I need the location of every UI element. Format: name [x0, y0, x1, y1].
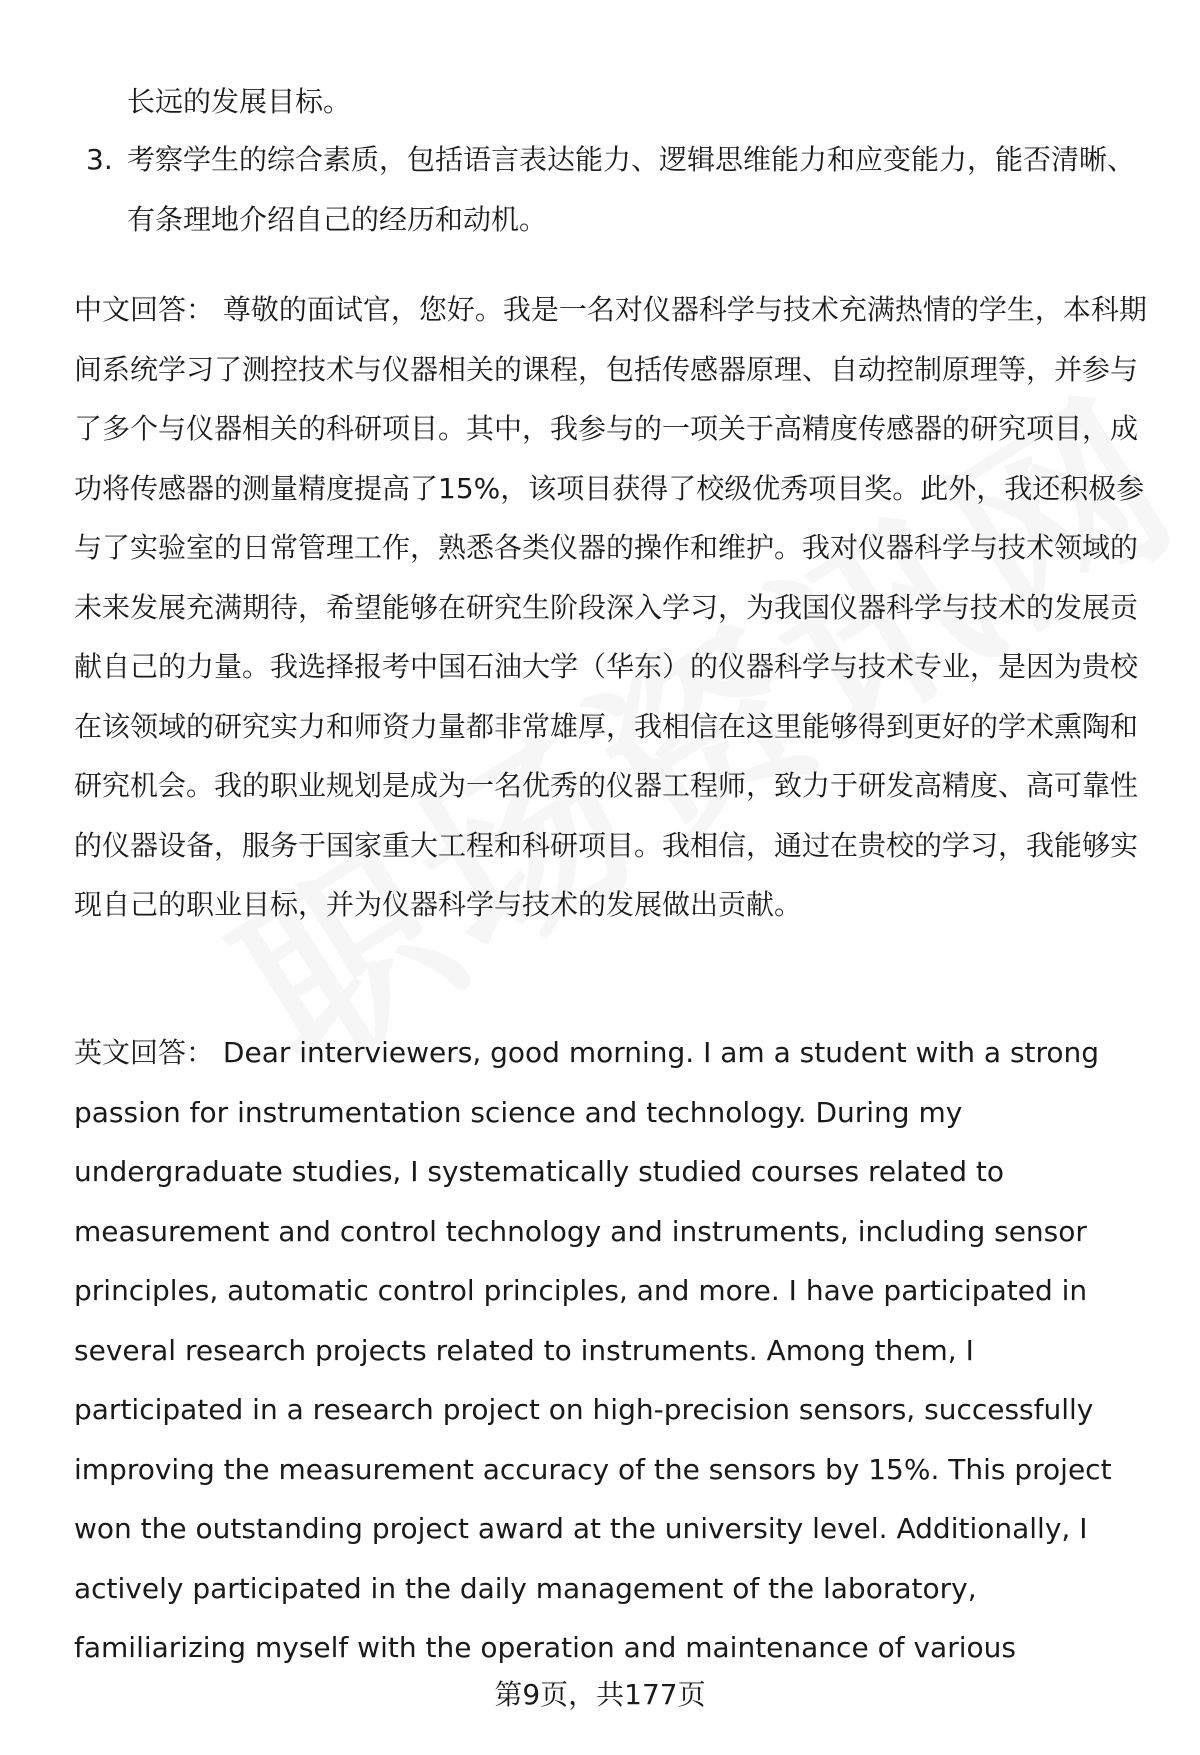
list-item — [86, 130, 1146, 250]
english-answer-paragraph — [74, 1023, 1144, 1678]
chinese-answer-paragraph — [74, 280, 1154, 935]
page-number: 第9页，共177页 — [494, 1678, 706, 1711]
list-item-text: 考察学生的综合素质，包括语言表达能力、逻辑思维能力和应变能力，能否清晰、有条理地介绍自己的经历和动机。 — [127, 143, 1136, 236]
chinese-answer-text: 尊敬的面试官，您好。我是一名对仪器科学与技术充满热情的学生，本科期间系统学习了测控技术与仪器相关的课程，包括传感器原理、自动控制原理等，并参与了多个与仪器相关的科研项目。其中，我参与的一项关于高精度传感器的研究项目，成功将传感器的测量精度提高了15%，该项目获得了校级优秀项目奖。此外，我还积极参与了实验室的日常管理工作，熟悉各类仪器的操作和维护。我对仪器科学与技术领域的未来发展充满期待，希望能够在研究生阶段深入学习，为我国仪器科学与技术的发展贡献自己的力量。我选择报考中国石油大学（华东）的仪器科学与技术专业，是因为贵校在该领域的研究实力和师资力量都非常雄厚，我相信在这里能够得到更好的学术熏陶和研究机会。我的职业规划是成为一名优秀的仪器工程师，致力于研发高精度、高可靠性的仪器设备，服务于国家重大工程和科研项目。我相信，通过在贵校的学习，我能够实现自己的职业目标，并为仪器科学与技术的发展做出贡献。 — [74, 293, 1147, 921]
page-footer — [0, 1670, 1200, 1720]
english-answer-label: 英文回答： — [74, 1036, 215, 1069]
chinese-answer-label: 中文回答： — [74, 293, 215, 326]
list-item-number: 3. — [86, 143, 113, 176]
english-answer-text: Dear interviewers, good morning. I am a student with a strong passion for instrumentation science and technology. During my undergraduate studies, I systematically studied courses related to measurement and control technology and instruments, including sensor principles, automatic control principles, and more. I have participated in several research projects related to instruments. Among them, I participated in a research project on high-precision sensors, successfully improving the measurement accuracy of the sensors by 15%. This project won the outstanding project award at the university level. Additionally, I actively participated in the daily management of the laboratory, familiarizing myself with the operation and maintenance of various — [74, 1036, 1112, 1664]
continued-line: 长远的发展目标。 — [127, 85, 352, 118]
